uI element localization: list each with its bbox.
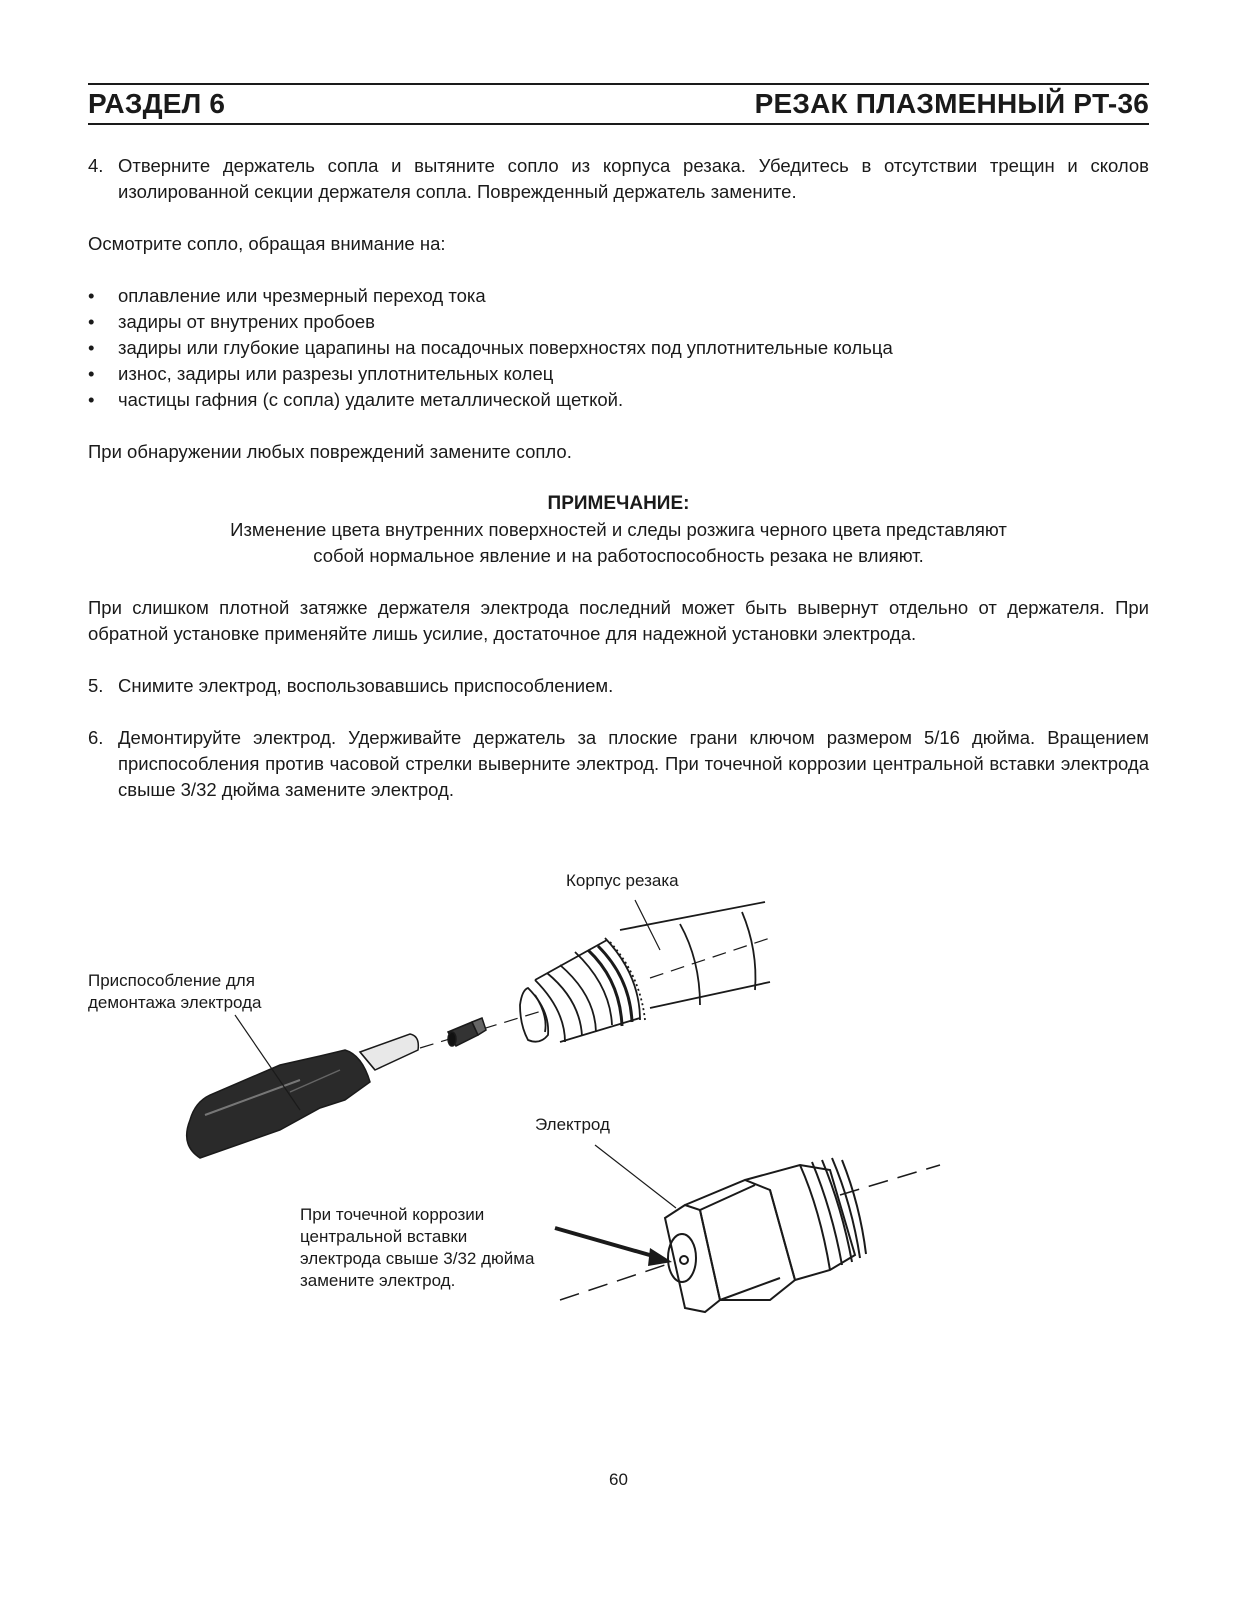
step-number: 5.: [88, 675, 104, 696]
page-title: РЕЗАК ПЛАЗМЕННЫЙ PT-36: [754, 88, 1149, 119]
step-text: Демонтируйте электрод. Удерживайте держатель за плоские грани ключом размером 5/16 дюйма. Вращением приспособления против часовой стрелки выверните электрод. При точечной коррозии центральной вставки электрода свыше 3/32 дюйма замените электрод.: [118, 727, 1149, 800]
note-title: ПРИМЕЧАНИЕ:: [547, 493, 690, 514]
replace-text: При обнаружении любых повреждений замените сопло.: [88, 441, 572, 462]
torch-body-drawing: [520, 902, 770, 1042]
list-item: • частицы гафния (с сопла) удалите металлической щеткой.: [88, 389, 624, 410]
note-line: собой нормальное явление и на работоспособность резака не влияют.: [313, 545, 924, 566]
inspection-list: [88, 283, 1149, 413]
list-item: • задиры или глубокие царапины на посадочных поверхностях под уплотнительные кольца: [88, 337, 893, 358]
step-4: [88, 153, 1149, 205]
label-electrode: Электрод: [535, 1115, 610, 1134]
step-text: Отверните держатель сопла и вытяните сопло из корпуса резака. Убедитесь в отсутствии трещин и сколов изолированной секции держателя сопла. Поврежденный держатель замените.: [118, 155, 1149, 202]
step-number: 4.: [88, 155, 104, 176]
header-rule-bottom: [88, 123, 1149, 125]
removal-tool-drawing: [187, 1034, 419, 1158]
page-number: 60: [609, 1470, 628, 1489]
electrode-detail-drawing: [560, 1158, 940, 1312]
electrode-removal-figure: [0, 860, 1237, 1360]
label-pitting: электрода свыше 3/32 дюйма: [300, 1249, 535, 1268]
figure-drawing: [0, 860, 1237, 1360]
inspect-intro: Осмотрите сопло, обращая внимание на:: [88, 233, 446, 254]
section-label: РАЗДЕЛ 6: [88, 88, 226, 119]
list-item: • износ, задиры или разрезы уплотнительных колец: [88, 363, 554, 384]
small-electrode-drawing: [448, 1018, 486, 1046]
step-6: [88, 725, 1149, 803]
list-item: • задиры от внутрених пробоев: [88, 311, 376, 332]
header-rule-top: [88, 83, 1149, 85]
list-item: • оплавление или чрезмерный переход тока: [88, 285, 486, 306]
label-torch-body: Корпус резака: [566, 871, 679, 890]
label-tool: демонтажа электрода: [88, 993, 262, 1012]
note-line: Изменение цвета внутренних поверхностей и следы розжига черного цвета представляют: [230, 519, 1007, 540]
label-pitting: центральной вставки: [300, 1227, 468, 1246]
label-tool: Приспособление для: [88, 971, 255, 990]
label-pitting: При точечной коррозии: [300, 1205, 485, 1224]
step-text: Снимите электрод, воспользовавшись приспособлением.: [118, 675, 614, 696]
step-number: 6.: [88, 727, 104, 748]
body-text: [88, 153, 1149, 803]
tightening-text: При слишком плотной затяжке держателя электрода последний может быть вывернут отдельно от держателя. При обратной установке применяйте лишь усилие, достаточное для надежной установки электрода.: [88, 597, 1149, 644]
label-pitting: замените электрод.: [300, 1271, 456, 1290]
step-5: [88, 673, 1149, 699]
